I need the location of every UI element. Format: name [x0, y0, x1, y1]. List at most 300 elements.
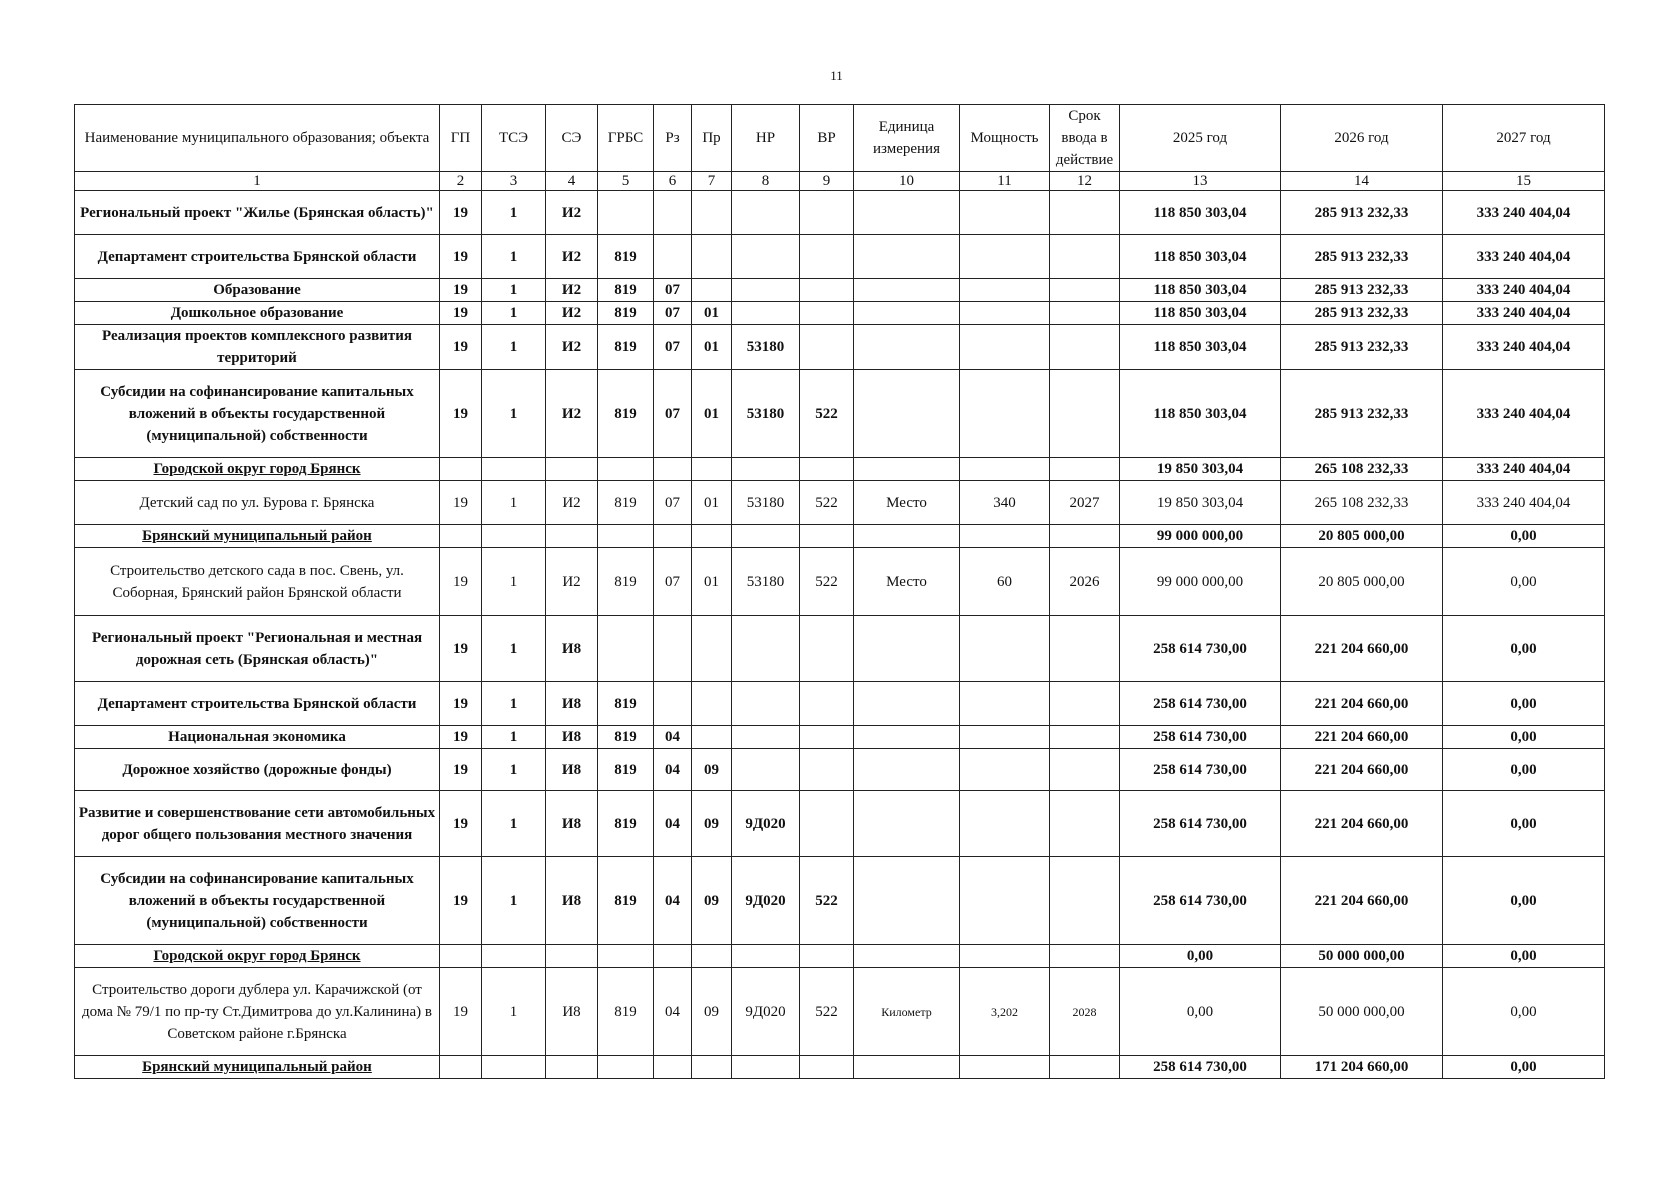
row-rz-cell: 04 [654, 726, 692, 749]
row-2025-cell: 118 850 303,04 [1120, 325, 1281, 370]
row-se-cell: И8 [546, 857, 598, 945]
row-2025-cell: 118 850 303,04 [1120, 279, 1281, 302]
row-se-cell: И2 [546, 325, 598, 370]
row-se-cell [546, 1056, 598, 1079]
row-name-cell: Детский сад по ул. Бурова г. Брянска [75, 481, 440, 525]
row-2025-cell: 118 850 303,04 [1120, 235, 1281, 279]
row-name-cell: Брянский муниципальный район [75, 1056, 440, 1079]
row-2027-cell: 0,00 [1443, 682, 1605, 726]
row-vr-cell: 522 [800, 857, 854, 945]
row-vr-cell: 522 [800, 481, 854, 525]
row-se-cell: И2 [546, 191, 598, 235]
row-name-cell: Развитие и совершенствование сети автомобильных дорог общего пользования местного значения [75, 791, 440, 857]
row-gp-cell: 19 [440, 370, 482, 458]
row-name-cell: Строительство дороги дублера ул. Карачижской (от дома № 79/1 по пр-ту Ст.Димитрова до ул.Калинина) в Советском районе г.Брянска [75, 968, 440, 1056]
colnum-9: 9 [800, 172, 854, 191]
row-power-cell [960, 302, 1050, 325]
row-2027-cell: 0,00 [1443, 616, 1605, 682]
row-pr-cell: 01 [692, 302, 732, 325]
header-2027: 2027 год [1443, 105, 1605, 172]
row-pr-cell [692, 235, 732, 279]
row-se-cell [546, 458, 598, 481]
row-power-cell [960, 682, 1050, 726]
row-grbs-cell: 819 [598, 548, 654, 616]
row-vr-cell [800, 1056, 854, 1079]
row-vr-cell [800, 791, 854, 857]
row-2025-cell: 0,00 [1120, 945, 1281, 968]
row-grbs-cell: 819 [598, 481, 654, 525]
row-term-cell [1050, 1056, 1120, 1079]
row-gp-cell: 19 [440, 481, 482, 525]
row-rz-cell [654, 458, 692, 481]
row-2026-cell: 171 204 660,00 [1281, 1056, 1443, 1079]
row-power-cell [960, 791, 1050, 857]
row-name-cell: Региональный проект "Региональная и местная дорожная сеть (Брянская область)" [75, 616, 440, 682]
row-term-cell [1050, 235, 1120, 279]
row-grbs-cell: 819 [598, 726, 654, 749]
row-2026-cell: 285 913 232,33 [1281, 235, 1443, 279]
table-row [75, 525, 1605, 548]
row-2025-cell: 118 850 303,04 [1120, 370, 1281, 458]
row-se-cell: И2 [546, 302, 598, 325]
row-term-cell [1050, 726, 1120, 749]
row-2026-cell: 221 204 660,00 [1281, 749, 1443, 791]
row-gp-cell: 19 [440, 302, 482, 325]
row-2025-cell: 19 850 303,04 [1120, 458, 1281, 481]
colnum-1: 1 [75, 172, 440, 191]
row-gp-cell [440, 525, 482, 548]
row-name-cell: Дорожное хозяйство (дорожные фонды) [75, 749, 440, 791]
row-nr-cell [732, 726, 800, 749]
colnum-7: 7 [692, 172, 732, 191]
row-nr-cell [732, 279, 800, 302]
row-grbs-cell: 819 [598, 682, 654, 726]
row-unit-cell [854, 279, 960, 302]
row-vr-cell [800, 682, 854, 726]
row-se-cell: И8 [546, 616, 598, 682]
row-term-cell [1050, 302, 1120, 325]
row-power-cell [960, 616, 1050, 682]
row-se-cell: И8 [546, 968, 598, 1056]
row-unit-cell [854, 749, 960, 791]
row-pr-cell [692, 726, 732, 749]
table-row [75, 325, 1605, 370]
row-unit-cell [854, 945, 960, 968]
row-grbs-cell: 819 [598, 235, 654, 279]
row-grbs-cell [598, 945, 654, 968]
row-pr-cell: 01 [692, 370, 732, 458]
row-gp-cell: 19 [440, 857, 482, 945]
row-2026-cell: 50 000 000,00 [1281, 945, 1443, 968]
header-power: Мощность [960, 105, 1050, 172]
row-grbs-cell: 819 [598, 857, 654, 945]
row-2026-cell: 285 913 232,33 [1281, 370, 1443, 458]
row-name-cell: Образование [75, 279, 440, 302]
row-nr-cell [732, 458, 800, 481]
table-row [75, 458, 1605, 481]
row-rz-cell: 07 [654, 302, 692, 325]
row-power-cell [960, 235, 1050, 279]
colnum-6: 6 [654, 172, 692, 191]
row-se-cell: И8 [546, 791, 598, 857]
row-power-cell [960, 325, 1050, 370]
row-gp-cell [440, 458, 482, 481]
row-2026-cell: 285 913 232,33 [1281, 302, 1443, 325]
row-grbs-cell [598, 525, 654, 548]
table-row [75, 857, 1605, 945]
row-2025-cell: 258 614 730,00 [1120, 726, 1281, 749]
row-vr-cell [800, 279, 854, 302]
row-grbs-cell [598, 458, 654, 481]
row-2025-cell: 258 614 730,00 [1120, 749, 1281, 791]
row-rz-cell [654, 616, 692, 682]
row-power-cell [960, 279, 1050, 302]
row-name-cell: Субсидии на софинансирование капитальных вложений в объекты государственной (муниципальной) собственности [75, 370, 440, 458]
row-name-cell: Городской округ город Брянск [75, 458, 440, 481]
row-tse-cell [482, 945, 546, 968]
row-term-cell [1050, 945, 1120, 968]
colnum-15: 15 [1443, 172, 1605, 191]
row-2026-cell: 285 913 232,33 [1281, 191, 1443, 235]
row-pr-cell: 09 [692, 857, 732, 945]
row-tse-cell: 1 [482, 191, 546, 235]
row-2027-cell: 333 240 404,04 [1443, 481, 1605, 525]
colnum-12: 12 [1050, 172, 1120, 191]
row-vr-cell [800, 302, 854, 325]
row-vr-cell: 522 [800, 548, 854, 616]
row-rz-cell: 04 [654, 857, 692, 945]
row-term-cell [1050, 458, 1120, 481]
row-unit-cell [854, 325, 960, 370]
row-2025-cell: 118 850 303,04 [1120, 302, 1281, 325]
row-vr-cell: 522 [800, 370, 854, 458]
row-rz-cell [654, 525, 692, 548]
row-vr-cell [800, 458, 854, 481]
table-row [75, 191, 1605, 235]
row-2025-cell: 118 850 303,04 [1120, 191, 1281, 235]
table-row [75, 749, 1605, 791]
row-2027-cell: 0,00 [1443, 968, 1605, 1056]
colnum-13: 13 [1120, 172, 1281, 191]
row-nr-cell [732, 525, 800, 548]
row-tse-cell: 1 [482, 279, 546, 302]
header-nr: НР [732, 105, 800, 172]
row-gp-cell: 19 [440, 791, 482, 857]
row-rz-cell: 04 [654, 749, 692, 791]
table-row [75, 302, 1605, 325]
row-power-cell: 340 [960, 481, 1050, 525]
colnum-10: 10 [854, 172, 960, 191]
table-row [75, 616, 1605, 682]
row-nr-cell: 9Д020 [732, 968, 800, 1056]
colnum-4: 4 [546, 172, 598, 191]
row-2027-cell: 333 240 404,04 [1443, 279, 1605, 302]
header-vr: ВР [800, 105, 854, 172]
table-row [75, 548, 1605, 616]
row-2027-cell: 333 240 404,04 [1443, 370, 1605, 458]
row-nr-cell [732, 1056, 800, 1079]
row-vr-cell [800, 616, 854, 682]
row-se-cell: И8 [546, 682, 598, 726]
row-vr-cell: 522 [800, 968, 854, 1056]
row-gp-cell: 19 [440, 682, 482, 726]
row-gp-cell: 19 [440, 968, 482, 1056]
row-power-cell [960, 458, 1050, 481]
header-gp: ГП [440, 105, 482, 172]
row-vr-cell [800, 191, 854, 235]
budget-table [74, 104, 1605, 1079]
row-term-cell [1050, 749, 1120, 791]
row-power-cell [960, 370, 1050, 458]
table-row [75, 726, 1605, 749]
row-2027-cell: 333 240 404,04 [1443, 458, 1605, 481]
row-tse-cell: 1 [482, 968, 546, 1056]
row-se-cell: И8 [546, 726, 598, 749]
row-gp-cell [440, 945, 482, 968]
row-2026-cell: 221 204 660,00 [1281, 682, 1443, 726]
row-tse-cell: 1 [482, 370, 546, 458]
row-2025-cell: 258 614 730,00 [1120, 791, 1281, 857]
colnum-5: 5 [598, 172, 654, 191]
row-term-cell [1050, 525, 1120, 548]
row-rz-cell [654, 682, 692, 726]
row-power-cell: 3,202 [960, 968, 1050, 1056]
row-2025-cell: 99 000 000,00 [1120, 548, 1281, 616]
row-2025-cell: 99 000 000,00 [1120, 525, 1281, 548]
table-row [75, 791, 1605, 857]
row-name-cell: Брянский муниципальный район [75, 525, 440, 548]
row-power-cell [960, 1056, 1050, 1079]
row-term-cell [1050, 791, 1120, 857]
row-gp-cell: 19 [440, 749, 482, 791]
row-unit-cell [854, 1056, 960, 1079]
row-rz-cell [654, 1056, 692, 1079]
row-term-cell [1050, 325, 1120, 370]
table-row [75, 370, 1605, 458]
row-2027-cell: 0,00 [1443, 548, 1605, 616]
row-tse-cell: 1 [482, 302, 546, 325]
row-se-cell: И2 [546, 235, 598, 279]
row-unit-cell [854, 857, 960, 945]
colnum-11: 11 [960, 172, 1050, 191]
header-name: Наименование муниципального образования; объекта [75, 105, 440, 172]
row-pr-cell: 01 [692, 325, 732, 370]
row-nr-cell [732, 191, 800, 235]
row-2025-cell: 258 614 730,00 [1120, 616, 1281, 682]
row-nr-cell [732, 682, 800, 726]
row-unit-cell [854, 726, 960, 749]
row-2026-cell: 265 108 232,33 [1281, 458, 1443, 481]
row-2026-cell: 20 805 000,00 [1281, 525, 1443, 548]
row-2025-cell: 258 614 730,00 [1120, 682, 1281, 726]
row-nr-cell: 53180 [732, 481, 800, 525]
row-rz-cell [654, 235, 692, 279]
header-tse: ТСЭ [482, 105, 546, 172]
row-tse-cell: 1 [482, 548, 546, 616]
row-grbs-cell: 819 [598, 749, 654, 791]
row-rz-cell [654, 945, 692, 968]
row-unit-cell: Километр [854, 968, 960, 1056]
row-name-cell: Субсидии на софинансирование капитальных вложений в объекты государственной (муниципальной) собственности [75, 857, 440, 945]
colnum-14: 14 [1281, 172, 1443, 191]
row-se-cell [546, 945, 598, 968]
row-power-cell [960, 749, 1050, 791]
row-unit-cell [854, 302, 960, 325]
header-2026: 2026 год [1281, 105, 1443, 172]
row-unit-cell [854, 616, 960, 682]
row-name-cell: Реализация проектов комплексного развития территорий [75, 325, 440, 370]
row-term-cell [1050, 616, 1120, 682]
row-gp-cell: 19 [440, 235, 482, 279]
row-rz-cell: 07 [654, 481, 692, 525]
row-vr-cell [800, 525, 854, 548]
header-term: Срок ввода в действие [1050, 105, 1120, 172]
row-nr-cell [732, 616, 800, 682]
row-se-cell [546, 525, 598, 548]
row-pr-cell: 01 [692, 548, 732, 616]
row-rz-cell: 07 [654, 325, 692, 370]
table-row [75, 481, 1605, 525]
row-2026-cell: 221 204 660,00 [1281, 616, 1443, 682]
row-tse-cell: 1 [482, 235, 546, 279]
header-pr: Пр [692, 105, 732, 172]
row-2027-cell: 0,00 [1443, 945, 1605, 968]
row-unit-cell [854, 525, 960, 548]
row-pr-cell [692, 616, 732, 682]
row-unit-cell: Место [854, 481, 960, 525]
row-grbs-cell: 819 [598, 279, 654, 302]
row-rz-cell: 07 [654, 548, 692, 616]
row-gp-cell: 19 [440, 726, 482, 749]
row-2027-cell: 0,00 [1443, 857, 1605, 945]
row-pr-cell [692, 458, 732, 481]
row-tse-cell: 1 [482, 749, 546, 791]
row-name-cell: Департамент строительства Брянской области [75, 682, 440, 726]
row-2027-cell: 333 240 404,04 [1443, 235, 1605, 279]
row-term-cell: 2026 [1050, 548, 1120, 616]
header-se: СЭ [546, 105, 598, 172]
row-nr-cell [732, 302, 800, 325]
row-name-cell: Городской округ город Брянск [75, 945, 440, 968]
header-unit: Единица измерения [854, 105, 960, 172]
row-nr-cell: 53180 [732, 548, 800, 616]
row-2025-cell: 0,00 [1120, 968, 1281, 1056]
header-2025: 2025 год [1120, 105, 1281, 172]
row-2026-cell: 285 913 232,33 [1281, 279, 1443, 302]
row-gp-cell: 19 [440, 325, 482, 370]
row-nr-cell [732, 945, 800, 968]
row-unit-cell [854, 191, 960, 235]
row-rz-cell: 04 [654, 968, 692, 1056]
row-vr-cell [800, 235, 854, 279]
row-grbs-cell [598, 191, 654, 235]
row-rz-cell: 04 [654, 791, 692, 857]
row-2027-cell: 0,00 [1443, 726, 1605, 749]
row-grbs-cell: 819 [598, 302, 654, 325]
row-power-cell [960, 525, 1050, 548]
row-2026-cell: 221 204 660,00 [1281, 726, 1443, 749]
row-tse-cell [482, 1056, 546, 1079]
row-vr-cell [800, 726, 854, 749]
page-number: 11 [830, 68, 843, 83]
row-gp-cell: 19 [440, 279, 482, 302]
row-nr-cell: 53180 [732, 370, 800, 458]
row-2025-cell: 19 850 303,04 [1120, 481, 1281, 525]
row-tse-cell: 1 [482, 791, 546, 857]
row-2027-cell: 0,00 [1443, 1056, 1605, 1079]
row-name-cell: Региональный проект "Жилье (Брянская область)" [75, 191, 440, 235]
row-2027-cell: 0,00 [1443, 749, 1605, 791]
row-gp-cell: 19 [440, 548, 482, 616]
colnum-3: 3 [482, 172, 546, 191]
row-term-cell: 2027 [1050, 481, 1120, 525]
row-nr-cell: 9Д020 [732, 791, 800, 857]
row-nr-cell [732, 235, 800, 279]
row-power-cell [960, 191, 1050, 235]
row-tse-cell: 1 [482, 682, 546, 726]
row-2026-cell: 265 108 232,33 [1281, 481, 1443, 525]
row-2027-cell: 0,00 [1443, 525, 1605, 548]
row-unit-cell: Место [854, 548, 960, 616]
table-row [75, 968, 1605, 1056]
row-nr-cell: 9Д020 [732, 857, 800, 945]
table-row [75, 682, 1605, 726]
row-pr-cell: 01 [692, 481, 732, 525]
row-pr-cell [692, 525, 732, 548]
row-gp-cell: 19 [440, 616, 482, 682]
row-pr-cell: 09 [692, 749, 732, 791]
table-body [75, 191, 1605, 1079]
row-2025-cell: 258 614 730,00 [1120, 1056, 1281, 1079]
row-2027-cell: 0,00 [1443, 791, 1605, 857]
row-term-cell [1050, 682, 1120, 726]
row-nr-cell [732, 749, 800, 791]
row-unit-cell [854, 791, 960, 857]
row-name-cell: Строительство детского сада в пос. Свень, ул. Соборная, Брянский район Брянской области [75, 548, 440, 616]
row-se-cell: И2 [546, 370, 598, 458]
row-tse-cell: 1 [482, 726, 546, 749]
row-term-cell [1050, 370, 1120, 458]
row-tse-cell [482, 458, 546, 481]
row-rz-cell: 07 [654, 279, 692, 302]
row-unit-cell [854, 235, 960, 279]
table-row [75, 1056, 1605, 1079]
row-name-cell: Дошкольное образование [75, 302, 440, 325]
row-2027-cell: 333 240 404,04 [1443, 325, 1605, 370]
row-2026-cell: 20 805 000,00 [1281, 548, 1443, 616]
row-2025-cell: 258 614 730,00 [1120, 857, 1281, 945]
row-grbs-cell: 819 [598, 370, 654, 458]
row-unit-cell [854, 370, 960, 458]
row-power-cell: 60 [960, 548, 1050, 616]
row-pr-cell [692, 191, 732, 235]
colnum-8: 8 [732, 172, 800, 191]
row-name-cell: Национальная экономика [75, 726, 440, 749]
row-2026-cell: 285 913 232,33 [1281, 325, 1443, 370]
row-tse-cell: 1 [482, 616, 546, 682]
row-power-cell [960, 726, 1050, 749]
row-se-cell: И2 [546, 548, 598, 616]
row-pr-cell [692, 1056, 732, 1079]
row-rz-cell [654, 191, 692, 235]
row-grbs-cell [598, 616, 654, 682]
row-power-cell [960, 857, 1050, 945]
row-gp-cell: 19 [440, 191, 482, 235]
table-row [75, 235, 1605, 279]
row-gp-cell [440, 1056, 482, 1079]
header-row [75, 105, 1605, 172]
table-row [75, 945, 1605, 968]
